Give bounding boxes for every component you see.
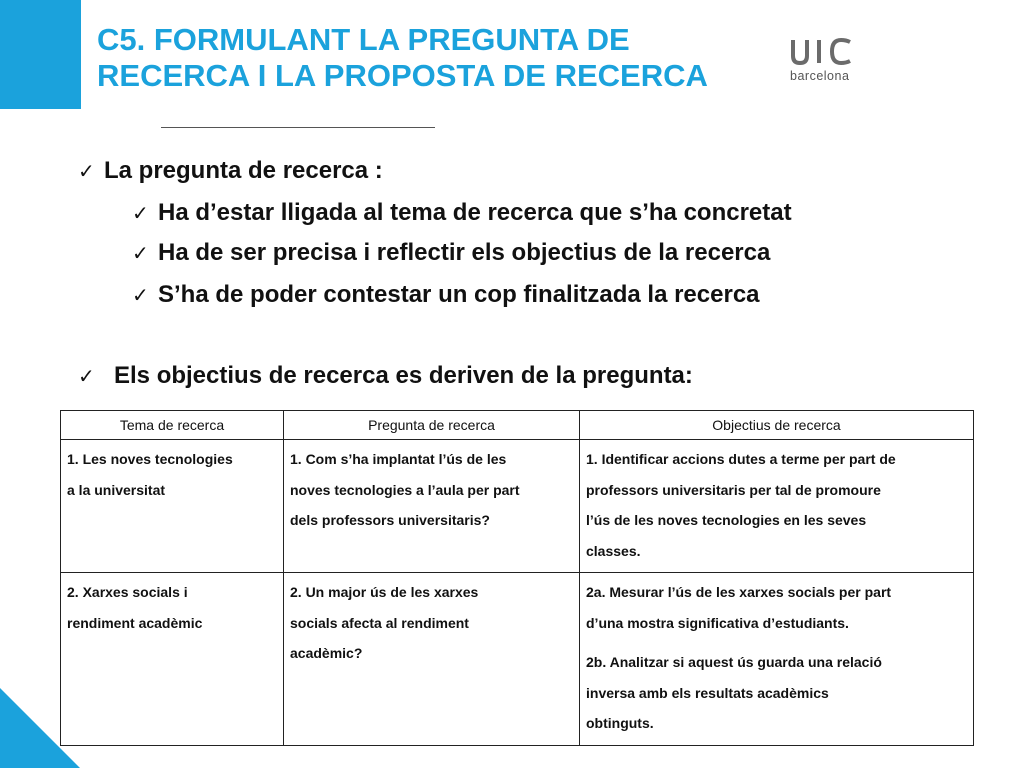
checkmark-icon: ✓ (78, 364, 95, 388)
cell-line: noves tecnologies a l’aula per part (290, 481, 520, 498)
bullet-main-2 (78, 361, 693, 391)
uic-logo-mark-icon (790, 36, 864, 66)
checkmark-icon: ✓ (78, 159, 95, 183)
cell-line: 2a. Mesurar l’ús de les xarxes socials per part (586, 584, 892, 600)
header-objectius: Objectius de recerca (580, 411, 974, 440)
title-line-2: RECERCA I LA PROPOSTA DE RECERCA (97, 58, 708, 93)
bullet-sub-3 (132, 280, 760, 310)
cell-line: 1. Com s’ha implantat l’ús de les (290, 451, 507, 467)
cell-line: 2b. Analitzar si aquest ús guarda una relació (586, 654, 882, 670)
cell-line: rendiment acadèmic (67, 614, 203, 631)
bullet-text: Els objectius de recerca es deriven de la pregunta: (114, 362, 693, 389)
cell-line: classes. (586, 542, 641, 559)
cell-line: a la universitat (67, 481, 166, 498)
header-tema: Tema de recerca (61, 411, 284, 440)
table-row (61, 573, 974, 746)
title-divider (161, 127, 435, 128)
bullet-sub-2 (132, 238, 770, 268)
logo-subtitle: barcelona (790, 69, 850, 83)
bullet-main-1 (78, 156, 383, 186)
header-pregunta: Pregunta de recerca (284, 411, 580, 440)
slide-title (97, 22, 777, 94)
cell-line: d’una mostra significativa d’estudiants. (586, 614, 849, 631)
header-accent-bar (0, 0, 81, 109)
title-line-1: C5. FORMULANT LA PREGUNTA DE (97, 22, 630, 57)
bullet-text: La pregunta de recerca : (104, 157, 383, 184)
table-header-row (61, 411, 974, 440)
uic-barcelona-logo (790, 36, 880, 88)
bullet-text: S’ha de poder contestar un cop finalitzada la recerca (158, 281, 760, 308)
cell-line: obtinguts. (586, 715, 654, 731)
cell-tema (61, 573, 284, 746)
cell-line: socials afecta al rendiment (290, 614, 469, 631)
bullet-text: Ha d’estar lligada al tema de recerca que s’ha concretat (158, 199, 792, 226)
checkmark-icon: ✓ (132, 201, 149, 225)
cell-line: 2. Xarxes socials i (67, 584, 188, 600)
cell-objectius (580, 440, 974, 573)
cell-pregunta (284, 573, 580, 746)
cell-line: 1. Les noves tecnologies (67, 451, 233, 467)
cell-pregunta (284, 440, 580, 573)
cell-line: dels professors universitaris? (290, 512, 490, 528)
bullet-text: Ha de ser precisa i reflectir els objectius de la recerca (158, 239, 771, 266)
checkmark-icon: ✓ (132, 283, 149, 307)
research-table (60, 410, 974, 746)
table-row (61, 440, 974, 573)
cell-line: 2. Un major ús de les xarxes (290, 584, 479, 600)
cell-line: inversa amb els resultats acadèmics (586, 684, 829, 701)
bullet-sub-1 (132, 198, 792, 228)
cell-line: 1. Identificar accions dutes a terme per part de (586, 451, 896, 467)
cell-line: professors universitaris per tal de promoure (586, 481, 881, 498)
cell-objectius (580, 573, 974, 746)
cell-line: l’ús de les noves tecnologies en les seves (586, 512, 867, 528)
checkmark-icon: ✓ (132, 241, 149, 265)
cell-tema (61, 440, 284, 573)
cell-line: acadèmic? (290, 645, 363, 661)
